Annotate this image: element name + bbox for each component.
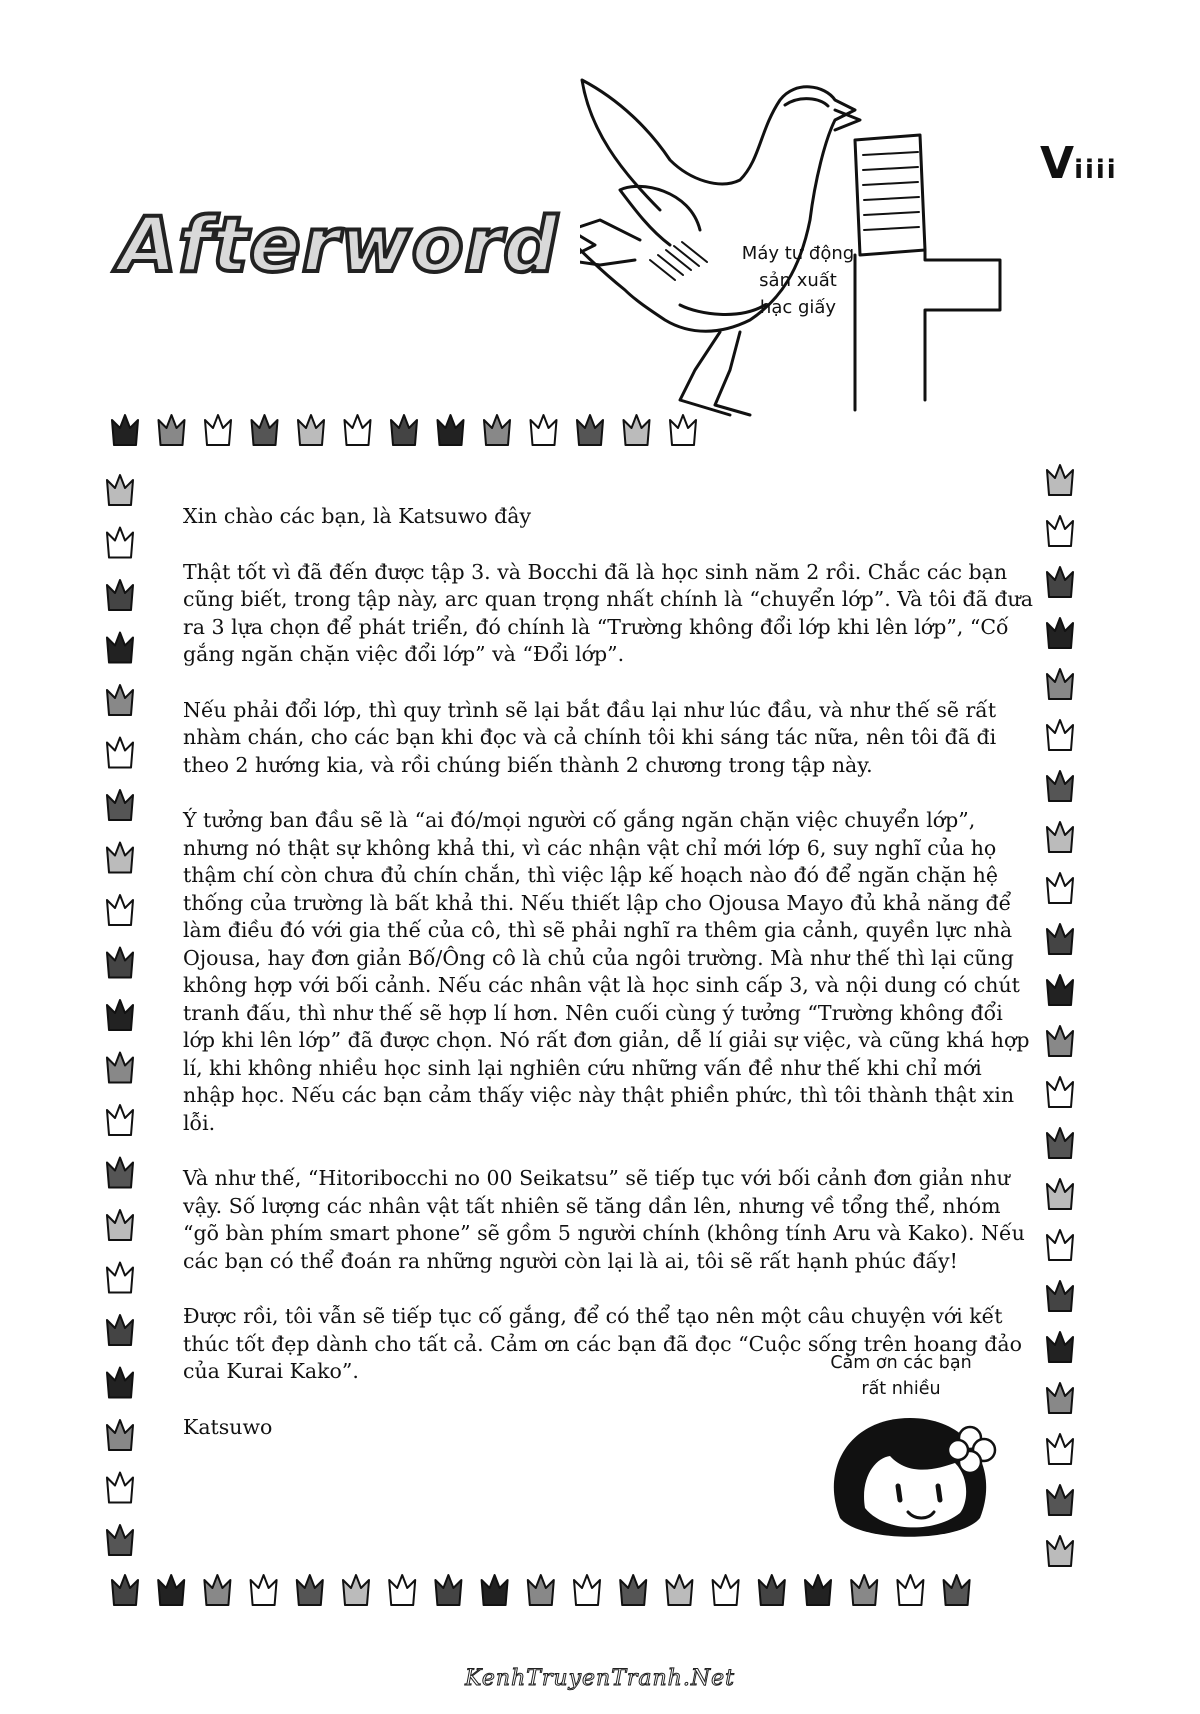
crane-caption-line: Máy tự động (741, 243, 855, 264)
crown-mark (107, 1158, 133, 1188)
crown-mark (897, 1575, 923, 1605)
crown-mark (107, 1315, 133, 1345)
crown-mark (107, 1000, 133, 1030)
crown-mark (107, 1525, 133, 1555)
crown-mark (107, 843, 133, 873)
crown-mark (159, 415, 185, 445)
sound-effect-letter: V (1040, 138, 1075, 189)
letter-greeting: Xin chào các bạn, là Katsuwo đây (183, 504, 532, 528)
crown-mark (107, 1368, 133, 1398)
crown-mark (1047, 567, 1073, 597)
crown-mark (345, 415, 371, 445)
crown-mark (1047, 873, 1073, 903)
crown-mark (531, 415, 557, 445)
crown-mark (107, 685, 133, 715)
crown-mark (1047, 1077, 1073, 1107)
crown-mark (1047, 1179, 1073, 1209)
crown-mark (805, 1575, 831, 1605)
crown-mark (482, 1575, 508, 1605)
crown-mark (1047, 516, 1073, 546)
page-title: Afterword (118, 200, 559, 289)
crane-caption-line: sản xuất (759, 270, 837, 291)
crane-machine-caption (738, 240, 858, 321)
letter-paragraph: Được rồi, tôi vẫn sẽ tiếp tục cố gắng, để có thể tạo nên một câu chuyện với kết thúc tốt đẹp dành cho tất cả. Cảm ơn các bạn đã đọc “Cuộc sống trên hoang đảo của Kurai Kako”. (183, 1304, 1022, 1383)
crown-mark (297, 1575, 323, 1605)
letter-signature: Katsuwo (183, 1414, 273, 1439)
thanks-line: Cảm ơn các bạn (830, 1353, 972, 1373)
crown-mark (391, 415, 417, 445)
crown-mark (1047, 924, 1073, 954)
crown-mark (107, 528, 133, 558)
crown-mark (1047, 1230, 1073, 1260)
crown-mark (107, 1420, 133, 1450)
crown-mark (252, 415, 278, 445)
crown-mark (112, 1575, 138, 1605)
crown-mark (107, 948, 133, 978)
crown-mark (107, 1053, 133, 1083)
crown-mark (107, 580, 133, 610)
crown-mark (528, 1575, 554, 1605)
crown-mark (759, 1575, 785, 1605)
crown-mark (107, 1473, 133, 1503)
crown-mark (944, 1575, 970, 1605)
crown-mark (1047, 1281, 1073, 1311)
letter-paragraph: Nếu phải đổi lớp, thì quy trình sẽ lại bắt đầu lại như lúc đầu, và như thế sẽ rất nhàm chán, cho các bạn khi đọc và cả chính tôi khi sáng tác nữa, nên tôi đã đi theo 2 hướng kia, và rồi chúng biến thành 2 chương trong tập này. (183, 697, 997, 777)
crown-mark (713, 1575, 739, 1605)
crown-mark (1047, 771, 1073, 801)
crown-mark (1047, 669, 1073, 699)
crown-mark (438, 415, 464, 445)
crown-mark (1047, 1536, 1073, 1566)
crown-mark (298, 415, 324, 445)
crown-mark (666, 1575, 692, 1605)
afterword-letter (183, 503, 1033, 1469)
crown-mark (389, 1575, 415, 1605)
crown-mark (107, 895, 133, 925)
crown-mark (620, 1575, 646, 1605)
crane-caption-line: hạc giấy (759, 297, 837, 318)
letter-paragraph: Và như thế, “Hitoribocchi no 00 Seikatsu” sẽ tiếp tục với bối cảnh đơn giản như vậy. Số lượng các nhân vật tất nhiên sẽ tăng dần lên, nhưng về tổng thể, nhóm “gõ bàn phím smart phone” sẽ gồm 5 người chính (không tính Aru và Kako). Nếu các bạn có thể đoán ra những người còn lại là ai, tôi sẽ rất hạnh phúc đấy! (183, 1166, 1025, 1273)
crown-mark (107, 738, 133, 768)
thanks-note (806, 1350, 996, 1402)
crown-mark (107, 1105, 133, 1135)
crown-mark (1047, 1434, 1073, 1464)
letter-paragraph: Ý tưởng ban đầu sẽ là “ai đó/mọi người cố gắng ngăn chặn việc chuyển lớp”, nhưng nó thật sự không khả thi, vì các nhận vật chỉ mới lớp 6, suy nghĩ của họ thậm chí còn chưa đủ chín chắn, thì việc lập kế hoạch nào đó để ngăn chặn hệ thống của trường là bất khả thi. Nếu thiết lập cho Ojousa Mayo đủ khả năng để làm điều đó với gia thế của cô, thì sẽ phải nghĩ ra thêm gia cảnh, quyền lực nhà Ojousa, hay đơn giản Bố/Ông cô là chủ của ngôi trường. Mà như thế thì lại cũng không hợp với bối cảnh. Nếu các nhân vật là học sinh cấp 3, và nội dung có chút tranh đấu, thì như thế sẽ hợp lí hơn. Nên cuối cùng ý tưởng “Trường không đổi lớp khi lên lớp” đã được chọn. Nó rất đơn giản, dễ lí giải sự việc, và cũng khá hợp lí, khi không nhiều học sinh lại nghiên cứu những vấn đề như thế khi chỉ mới nhập học. Nếu các bạn cảm thấy việc này thật phiền phức, thì tôi thành thật xin lỗi. (183, 808, 1030, 1135)
crown-mark (205, 415, 231, 445)
crown-mark (1047, 975, 1073, 1005)
site-watermark: KenhTruyenTranh.Net (465, 1666, 735, 1691)
crown-mark (204, 1575, 230, 1605)
crown-mark (112, 415, 138, 445)
crown-mark (1047, 822, 1073, 852)
crown-mark (435, 1575, 461, 1605)
crown-mark (343, 1575, 369, 1605)
crown-mark (107, 475, 133, 505)
crown-mark (574, 1575, 600, 1605)
crown-mark (1047, 1332, 1073, 1362)
crown-mark (251, 1575, 277, 1605)
crown-mark (1047, 618, 1073, 648)
crown-mark (1047, 1026, 1073, 1056)
crown-mark (1047, 1128, 1073, 1158)
crown-mark (1047, 720, 1073, 750)
author-avatar (820, 1408, 1000, 1548)
crown-mark (107, 1210, 133, 1240)
crown-mark (107, 790, 133, 820)
crown-mark (107, 633, 133, 663)
crown-mark (1047, 1485, 1073, 1515)
crown-mark (1047, 1383, 1073, 1413)
letter-paragraph: Thật tốt vì đã đến được tập 3. và Bocchi đã là học sinh năm 2 rồi. Chắc các bạn cũng biết, trong tập này, arc quan trọng nhất chính là “chuyển lớp”. Và tôi đã đưa ra 3 lựa chọn để phát triển, đó chính là “Trường không đổi lớp khi lên lớp”, “Cố gắng ngăn chặn việc đổi lớp” và “Đổi lớp”. (183, 559, 1033, 666)
sound-effect-dots: iiii (1074, 155, 1118, 185)
crown-mark (107, 1263, 133, 1293)
thanks-line: rất nhiều (861, 1379, 941, 1399)
sound-effect (1040, 138, 1118, 189)
crown-mark (158, 1575, 184, 1605)
crown-mark (851, 1575, 877, 1605)
crown-mark (484, 415, 510, 445)
